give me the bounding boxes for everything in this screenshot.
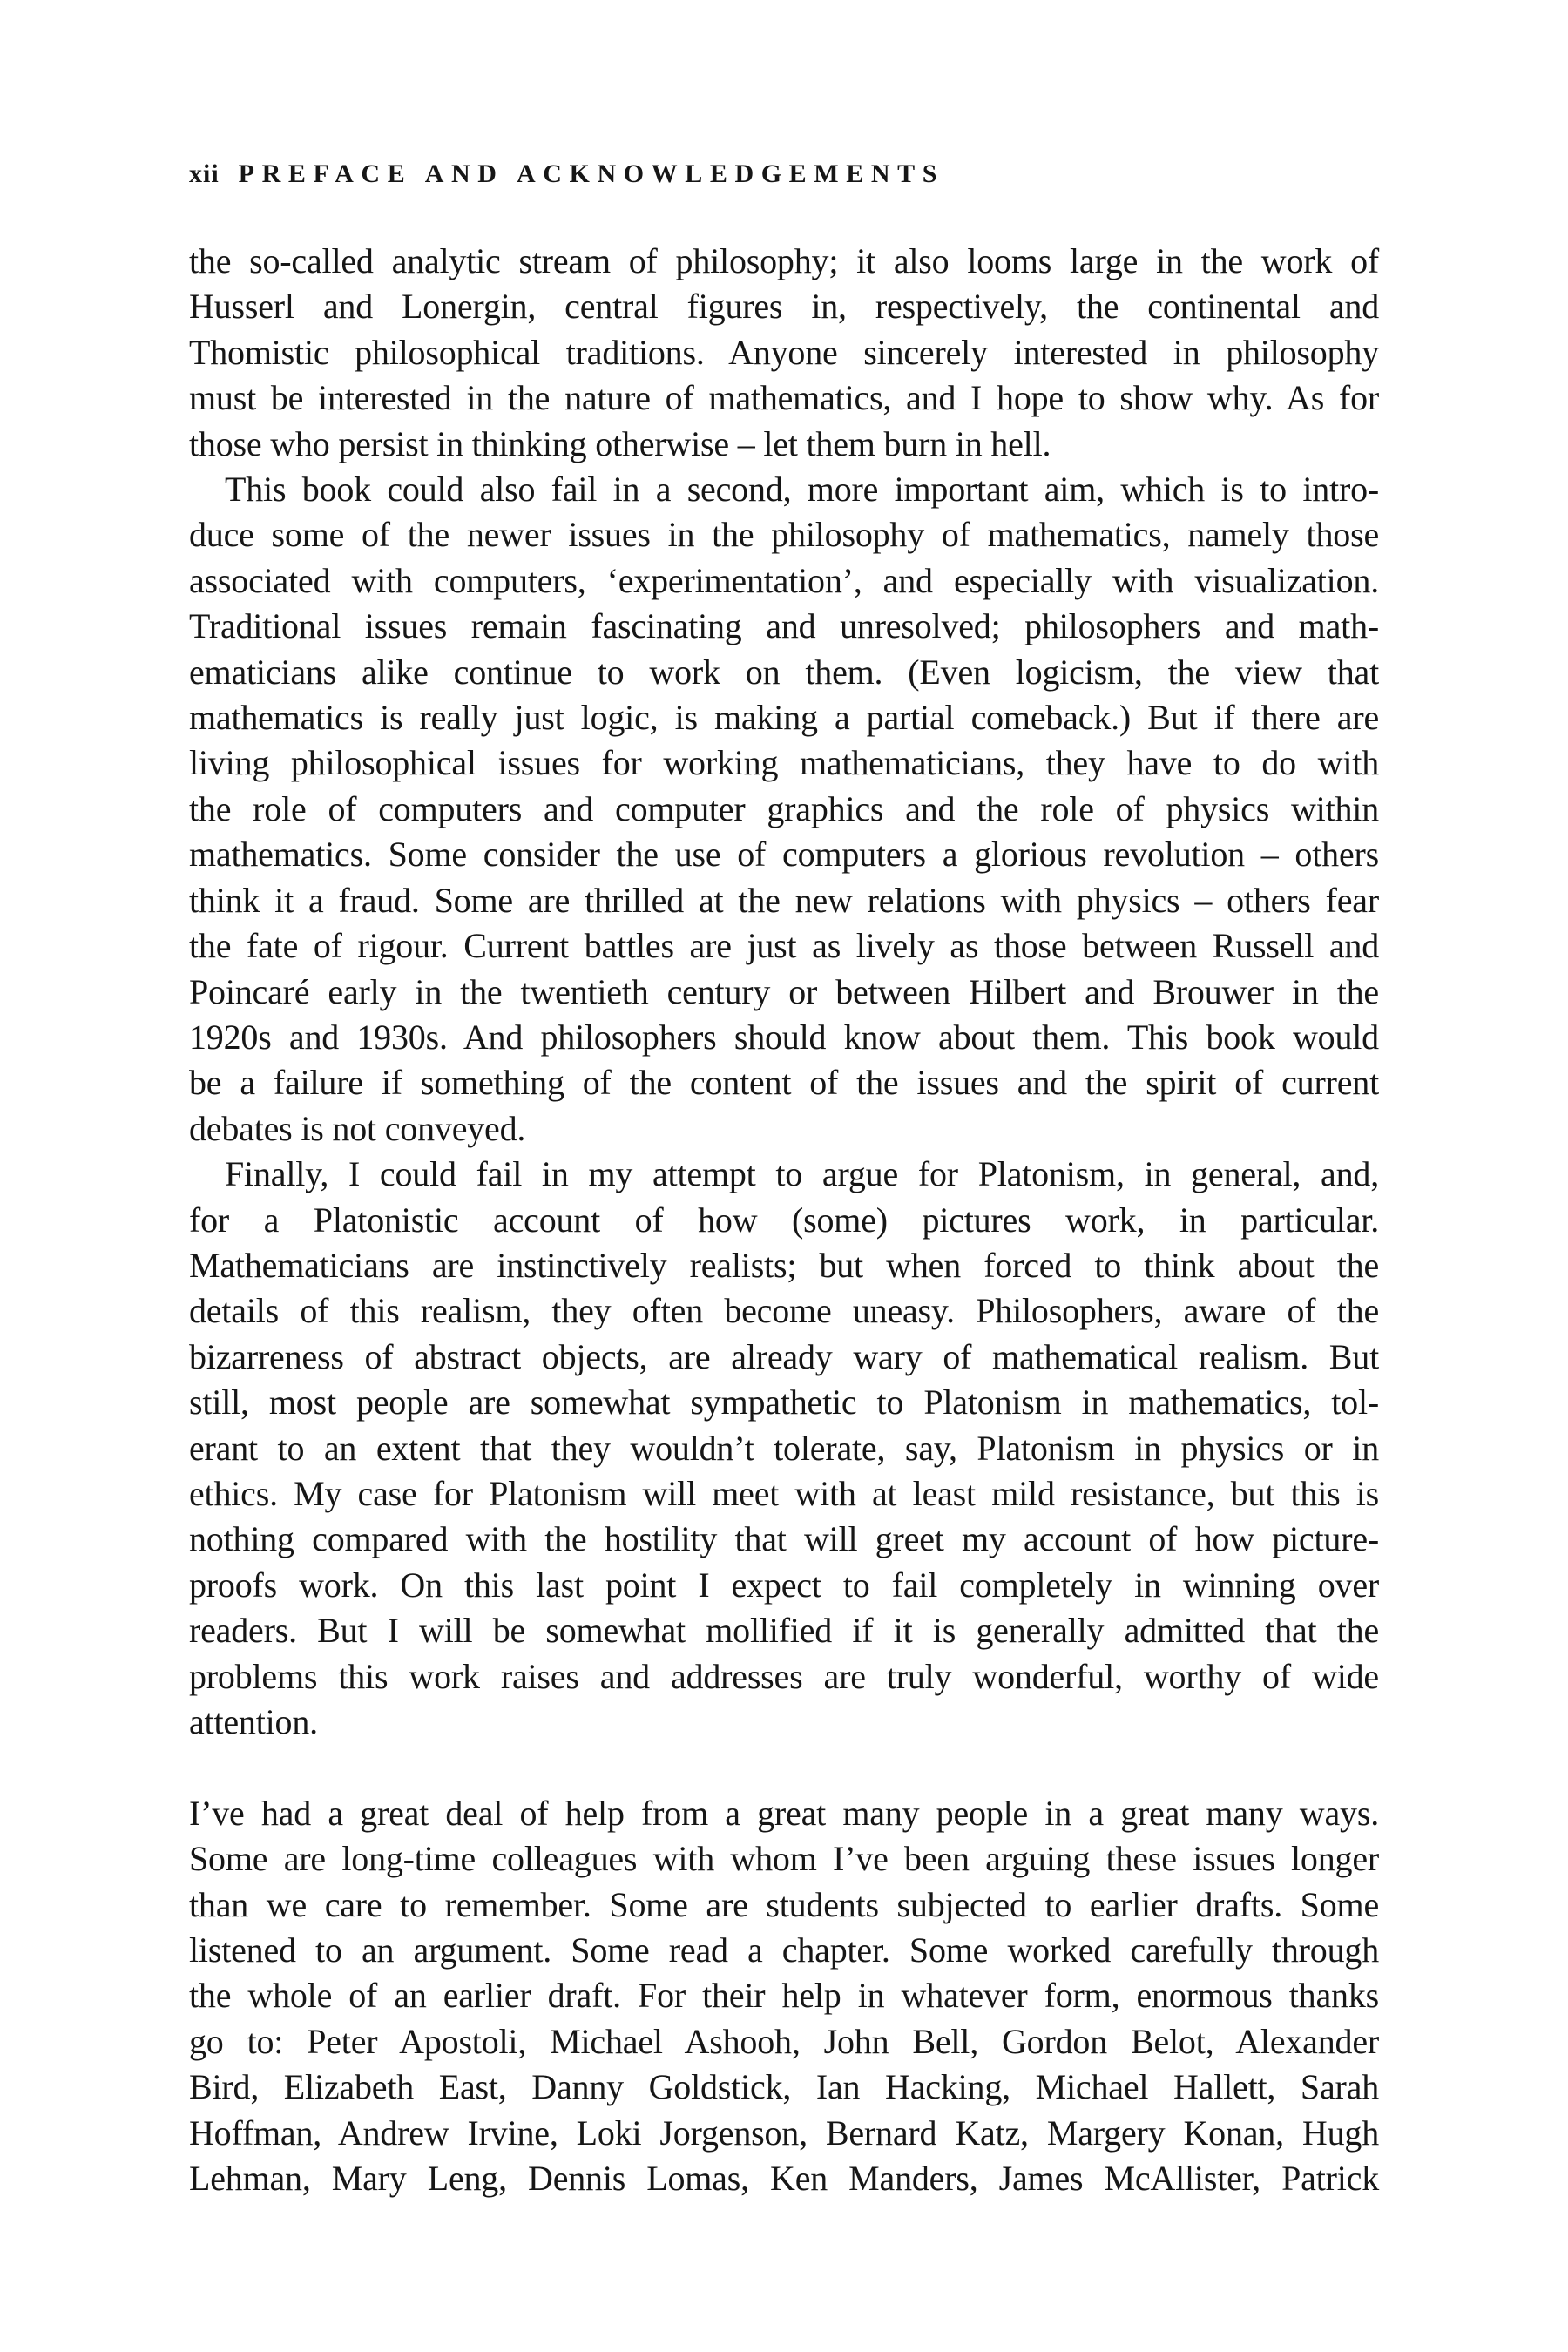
text-line: Husserl and Lonergin, central figures in, respectively, the continental and [189, 287, 1379, 327]
text-line: bizarreness of abstract objects, are already wary of mathematical realism. But [189, 1336, 1379, 1376]
text-line: ematicians alike continue to work on them. (Even logicism, the view that [189, 652, 1379, 692]
page-number: xii [189, 159, 220, 188]
text-line: those who persist in thinking otherwise – let them burn in hell. [189, 423, 1051, 463]
body-text [189, 239, 1379, 2201]
text-line: attention. [189, 1702, 318, 1741]
text-line: go to: Peter Apostoli, Michael Ashooh, John Bell, Gordon Belot, Alexander [189, 2021, 1379, 2061]
text-line: than we care to remember. Some are students subjected to earlier drafts. Some [189, 1884, 1379, 1924]
text-line: erant to an extent that they wouldn’t tolerate, say, Platonism in physics or in [189, 1428, 1379, 1468]
text-line: for a Platonistic account of how (some) pictures work, in particular. [189, 1200, 1379, 1240]
text-line: 1920s and 1930s. And philosophers should know about them. This book would [189, 1017, 1379, 1057]
text-line: debates is not conveyed. [189, 1108, 526, 1148]
text-line: be a failure if something of the content of the issues and the spirit of current [189, 1063, 1379, 1103]
paragraph [189, 1152, 1379, 1745]
text-line: nothing compared with the hostility that will greet my account of how picture- [189, 1519, 1379, 1559]
running-head [189, 157, 944, 192]
text-line: still, most people are somewhat sympathetic to Platonism in mathematics, tol- [189, 1382, 1379, 1423]
text-line: I’ve had a great deal of help from a great many people in a great many ways. [189, 1793, 1379, 1833]
text-line: Hoffman, Andrew Irvine, Loki Jorgenson, Bernard Katz, Margery Konan, Hugh [189, 2112, 1379, 2153]
text-line: proofs work. On this last point I expect to fail completely in winning over [189, 1565, 1379, 1605]
text-line: the role of computers and computer graphics and the role of physics within [189, 788, 1379, 828]
text-line: ethics. My case for Platonism will meet with at least mild resistance, but this is [189, 1473, 1379, 1513]
text-line: mathematics is really just logic, is making a partial comeback.) But if there are [189, 698, 1379, 738]
text-line: duce some of the newer issues in the philosophy of mathematics, namely those [189, 515, 1379, 555]
text-line: This book could also fail in a second, more important aim, which is to intro- [225, 470, 1379, 510]
paragraph [189, 467, 1379, 1152]
running-head-title: PREFACE AND ACKNOWLEDGEMENTS [238, 159, 944, 188]
text-line: think it a fraud. Some are thrilled at the new relations with physics – others fear [189, 880, 1379, 920]
text-line: Lehman, Mary Leng, Dennis Lomas, Ken Manders, James McAllister, Patrick [189, 2159, 1379, 2199]
text-line: mathematics. Some consider the use of computers a glorious revolution – others [189, 835, 1379, 875]
text-line: Finally, I could fail in my attempt to argue for Platonism, in general, and, [225, 1154, 1379, 1194]
text-line: living philosophical issues for working mathematicians, they have to do with [189, 743, 1379, 783]
text-line: readers. But I will be somewhat mollified if it is generally admitted that the [189, 1611, 1379, 1651]
text-line: listened to an argument. Some read a chapter. Some worked carefully through [189, 1930, 1379, 1970]
text-line: the so-called analytic stream of philosophy; it also looms large in the work of [189, 241, 1379, 280]
paragraph [189, 239, 1379, 467]
text-line: Traditional issues remain fascinating and unresolved; philosophers and math- [189, 606, 1379, 646]
text-line: the whole of an earlier draft. For their help in whatever form, enormous thanks [189, 1976, 1379, 2016]
text-line: associated with computers, ‘experimentation’, and especially with visualization. [189, 560, 1379, 600]
text-line: must be interested in the nature of mathematics, and I hope to show why. As for [189, 378, 1379, 418]
text-line: Thomistic philosophical traditions. Anyone sincerely interested in philosophy [189, 332, 1379, 372]
text-line: problems this work raises and addresses are truly wonderful, worthy of wide [189, 1656, 1379, 1696]
text-line: details of this realism, they often become uneasy. Philosophers, aware of the [189, 1291, 1379, 1331]
text-line: Mathematicians are instinctively realists; but when forced to think about the [189, 1245, 1379, 1285]
text-line: Bird, Elizabeth East, Danny Goldstick, Ian Hacking, Michael Hallett, Sarah [189, 2067, 1379, 2107]
paragraph [189, 1791, 1379, 2202]
text-line: the fate of rigour. Current battles are just as lively as those between Russell and [189, 926, 1379, 966]
text-line: Some are long-time colleagues with whom I’ve been arguing these issues longer [189, 1839, 1379, 1879]
text-line: Poincaré early in the twentieth century or between Hilbert and Brouwer in the [189, 971, 1379, 1011]
